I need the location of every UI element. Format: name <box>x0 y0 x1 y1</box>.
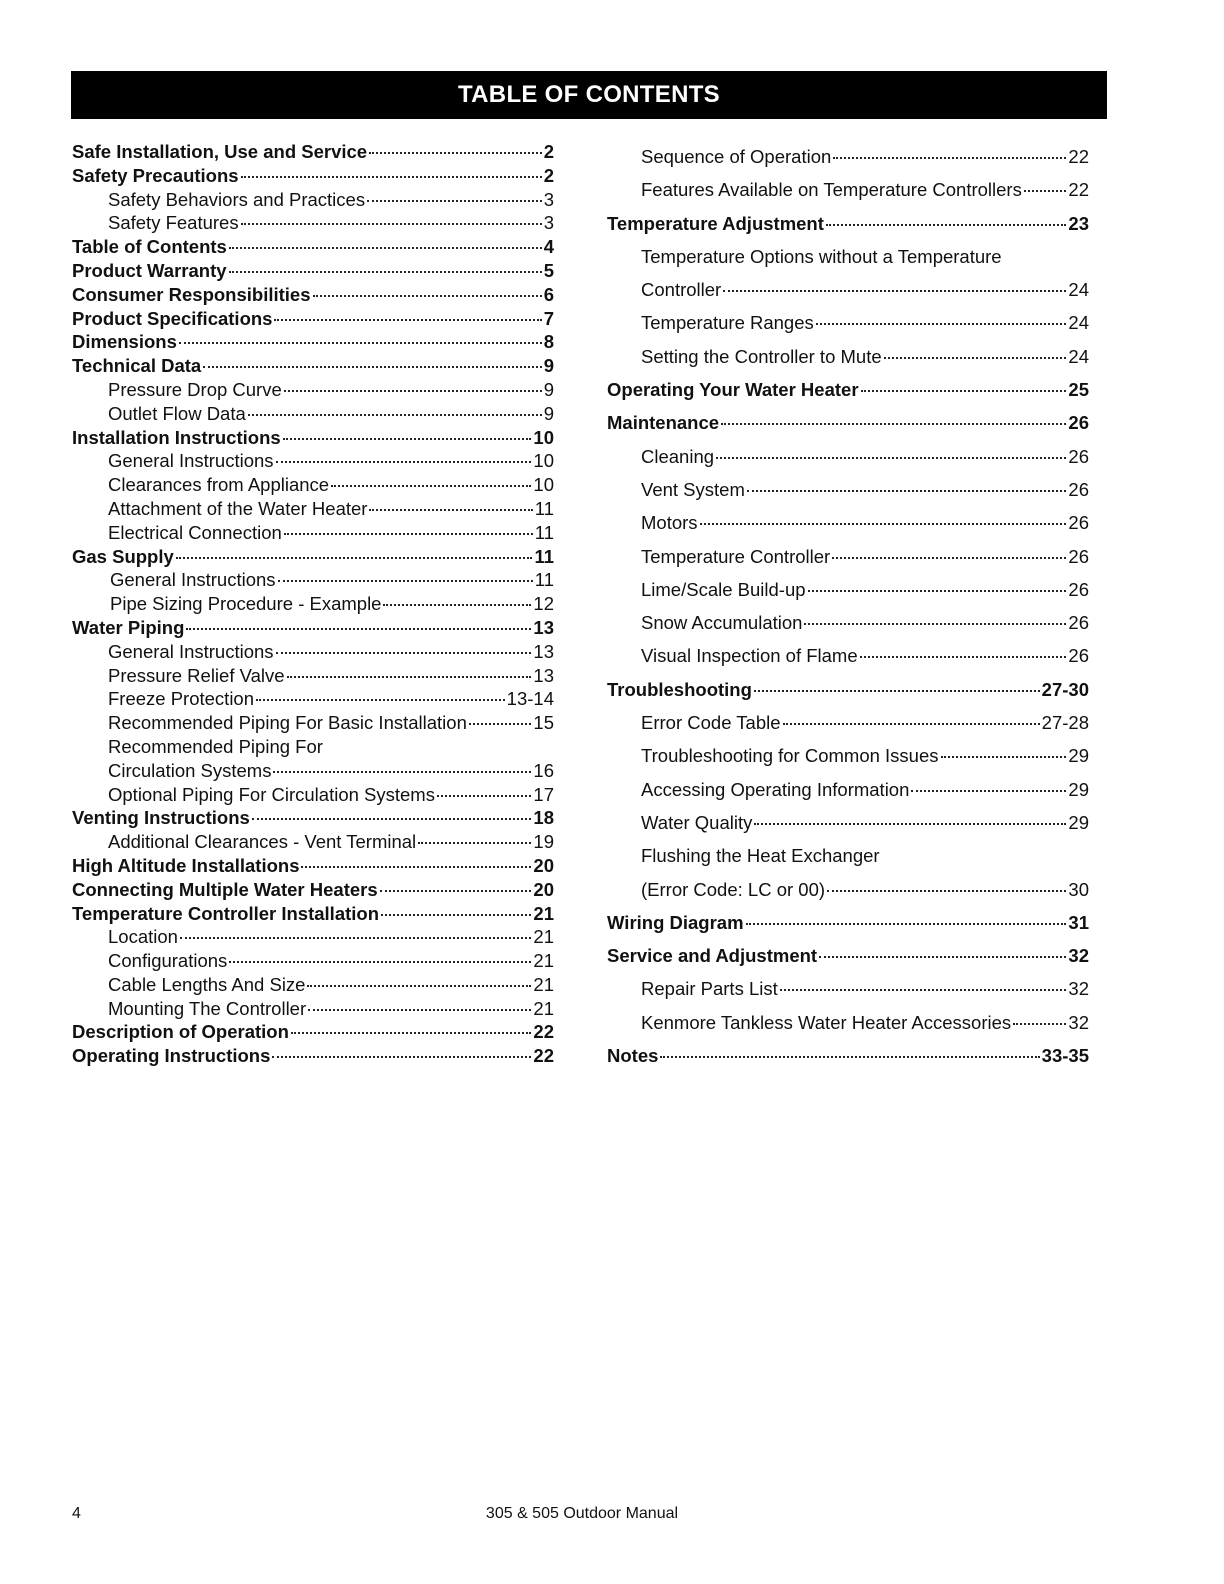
dot-leader <box>808 590 1067 592</box>
toc-entry-title: Operating Your Water Heater <box>607 379 859 401</box>
toc-entry-title: Temperature Options without a Temperature <box>641 245 1002 267</box>
toc-entry-title: Configurations <box>108 950 228 972</box>
toc-entry-title: Connecting Multiple Water Heaters <box>72 878 378 900</box>
dot-leader <box>301 866 531 868</box>
toc-entry-title: Flushing the Heat Exchanger <box>641 845 880 867</box>
toc-entry-page: 9 <box>543 355 554 377</box>
toc-entry-title: Table of Contents <box>72 236 227 258</box>
dot-leader <box>274 319 541 321</box>
toc-entry[interactable] <box>72 616 554 640</box>
toc-entry-title: Snow Accumulation <box>641 612 803 634</box>
footer-manual-title: 305 & 505 Outdoor Manual <box>485 1505 679 1522</box>
toc-entry-page: 11 <box>534 521 554 543</box>
toc-entry[interactable] <box>72 473 554 497</box>
toc-entry[interactable] <box>72 164 554 188</box>
toc-entry[interactable] <box>72 521 554 545</box>
toc-entry-title: Kenmore Tankless Water Heater Accessories <box>641 1011 1012 1033</box>
toc-entry-title: Dimensions <box>72 331 177 353</box>
toc-entry[interactable] <box>72 711 554 735</box>
toc-entry-title: Product Specifications <box>72 307 273 329</box>
toc-right-column <box>607 140 1089 1072</box>
toc-entry[interactable] <box>607 373 1089 406</box>
toc-entry-page: 10 <box>533 450 554 472</box>
toc-entry-title: Accessing Operating Information <box>641 778 910 800</box>
toc-entry[interactable] <box>72 806 554 830</box>
toc-entry[interactable] <box>72 759 554 783</box>
dot-leader <box>276 652 532 654</box>
toc-entry[interactable] <box>607 839 1089 872</box>
toc-entry-title: Location <box>108 926 178 948</box>
toc-entry-page: 17 <box>533 783 554 805</box>
toc-entry[interactable] <box>72 140 554 164</box>
toc-entry[interactable] <box>607 506 1089 539</box>
dot-leader <box>186 628 531 630</box>
toc-entry-page: 19 <box>533 831 554 853</box>
toc-entry[interactable] <box>607 906 1089 939</box>
toc-entry-page: 13 <box>533 616 554 638</box>
toc-entry[interactable] <box>607 207 1089 240</box>
dot-leader <box>291 1032 532 1034</box>
toc-entry[interactable] <box>72 1020 554 1044</box>
toc-entry-page: 20 <box>533 878 554 900</box>
dot-leader <box>1024 190 1067 192</box>
toc-entry-title: Attachment of the Water Heater <box>108 497 368 519</box>
toc-entry[interactable] <box>607 306 1089 339</box>
toc-entry[interactable] <box>72 426 554 450</box>
toc-entry-title: Notes <box>607 1045 659 1067</box>
toc-entry[interactable] <box>72 925 554 949</box>
toc-entry-title: Additional Clearances - Vent Terminal <box>108 831 417 853</box>
toc-entry-title: Temperature Adjustment <box>607 212 824 234</box>
toc-entry-page: 22 <box>1068 179 1089 201</box>
toc-entry[interactable] <box>72 878 554 902</box>
dot-leader <box>660 1056 1039 1058</box>
toc-entry[interactable] <box>72 1044 554 1068</box>
toc-entry-title: General Instructions <box>110 569 276 591</box>
toc-entry[interactable] <box>72 235 554 259</box>
toc-entry-page: 3 <box>543 212 554 234</box>
dot-leader <box>783 723 1040 725</box>
dot-leader <box>308 1009 531 1011</box>
toc-entry[interactable] <box>607 340 1089 373</box>
toc-entry-page: 26 <box>1068 612 1089 634</box>
footer-page-number: 4 <box>72 1505 81 1522</box>
toc-entry[interactable] <box>607 739 1089 772</box>
toc-entry[interactable] <box>72 307 554 331</box>
toc-entry-page: 21 <box>533 950 554 972</box>
toc-entry[interactable] <box>607 706 1089 739</box>
toc-entry[interactable] <box>607 173 1089 206</box>
toc-entry-title: Mounting The Controller <box>108 997 307 1019</box>
toc-entry[interactable] <box>72 259 554 283</box>
toc-entry-page: 4 <box>543 236 554 258</box>
toc-entry-page: 9 <box>543 402 554 424</box>
toc-entry-title: Pipe Sizing Procedure - Example <box>110 593 382 615</box>
toc-entry-page: 22 <box>1068 146 1089 167</box>
toc-entry-page: 29 <box>1068 745 1089 767</box>
toc-entry[interactable] <box>72 354 554 378</box>
toc-entry-page: 26 <box>1068 545 1089 567</box>
toc-entry-title: Temperature Controller Installation <box>72 902 380 924</box>
toc-entry-title: Installation Instructions <box>72 426 281 448</box>
toc-entry-title: Wiring Diagram <box>607 911 744 933</box>
toc-entry-title: Maintenance <box>607 412 720 434</box>
toc-entry-title: Water Quality <box>641 811 753 833</box>
toc-entry-title: Sequence of Operation <box>641 146 832 167</box>
toc-entry[interactable] <box>72 783 554 807</box>
dot-leader <box>1013 1023 1066 1025</box>
dot-leader <box>229 961 531 963</box>
toc-entry[interactable] <box>607 140 1089 173</box>
toc-entry-page: 12 <box>533 593 554 615</box>
toc-entry[interactable] <box>72 902 554 926</box>
dot-leader <box>884 357 1067 359</box>
toc-entry[interactable] <box>72 687 554 711</box>
toc-entry-page: 21 <box>533 973 554 995</box>
toc-entry[interactable] <box>72 664 554 688</box>
toc-entry-page: 11 <box>534 497 554 519</box>
dot-leader <box>437 795 531 797</box>
dot-leader <box>911 790 1066 792</box>
dot-leader <box>861 390 1067 392</box>
dot-leader <box>723 290 1066 292</box>
toc-entry-page: 27-28 <box>1041 712 1089 734</box>
toc-entry-page: 3 <box>543 188 554 210</box>
toc-entry-page: 26 <box>1068 512 1089 534</box>
toc-entry[interactable] <box>607 939 1089 972</box>
toc-entry-title: Troubleshooting for Common Issues <box>641 745 939 767</box>
toc-entry-title: Safety Precautions <box>72 164 239 186</box>
toc-entry-title: Outlet Flow Data <box>108 402 246 424</box>
toc-entry-title: Temperature Controller <box>641 545 831 567</box>
dot-leader <box>276 461 532 463</box>
toc-entry-title: Temperature Ranges <box>641 312 814 334</box>
toc-entry[interactable] <box>607 972 1089 1005</box>
toc-entry-page: 2 <box>543 141 554 162</box>
toc-entry-title: Description of Operation <box>72 1021 289 1043</box>
dot-leader <box>273 771 531 773</box>
toc-entry-title: Lime/Scale Build-up <box>641 578 806 600</box>
toc-entry-title: Service and Adjustment <box>607 945 818 967</box>
toc-entry-page: 27-30 <box>1041 678 1089 700</box>
toc-entry[interactable] <box>72 211 554 235</box>
dot-leader <box>383 604 531 606</box>
toc-entry-title: High Altitude Installations <box>72 854 300 876</box>
toc-entry[interactable] <box>72 568 554 592</box>
toc-entry[interactable] <box>607 806 1089 839</box>
toc-entry-page: 6 <box>543 283 554 305</box>
toc-entry-page: 10 <box>533 474 554 496</box>
toc-entry-title: Cable Lengths And Size <box>108 973 306 995</box>
toc-entry-page: 22 <box>533 1045 554 1067</box>
toc-entry-title: Freeze Protection <box>108 688 255 710</box>
dot-leader <box>176 557 533 559</box>
toc-entry-title: Clearances from Appliance <box>108 474 330 496</box>
toc-entry[interactable] <box>607 606 1089 639</box>
toc-entry[interactable] <box>72 830 554 854</box>
toc-entry-title: Error Code Table <box>641 712 781 734</box>
toc-entry[interactable] <box>72 188 554 212</box>
dot-leader <box>700 523 1067 525</box>
dot-leader <box>203 366 542 368</box>
toc-entry-page: 22 <box>533 1021 554 1043</box>
toc-entry-title: Repair Parts List <box>641 978 778 1000</box>
dot-leader <box>746 923 1067 925</box>
toc-entry-title: Vent System <box>641 478 745 500</box>
toc-entry-page: 33-35 <box>1041 1045 1089 1067</box>
toc-entry-title: Safety Behaviors and Practices <box>108 188 366 210</box>
toc-entry-title: Controller <box>641 279 722 301</box>
dot-leader <box>754 823 1066 825</box>
toc-entry-title: Safe Installation, Use and Service <box>72 141 368 162</box>
toc-entry-page: 24 <box>1068 279 1089 301</box>
dot-leader <box>833 157 1066 159</box>
toc-entry-page: 32 <box>1068 945 1089 967</box>
dot-leader <box>380 890 532 892</box>
toc-entry-page: 9 <box>543 378 554 400</box>
toc-entry[interactable] <box>607 673 1089 706</box>
toc-entry-page: 5 <box>543 259 554 281</box>
toc-entry[interactable] <box>607 1006 1089 1039</box>
toc-entry-page: 15 <box>533 712 554 734</box>
toc-entry[interactable] <box>72 283 554 307</box>
toc-entry-page: 26 <box>1068 578 1089 600</box>
toc-entry-page: 30 <box>1068 878 1089 900</box>
toc-entry-page: 7 <box>543 307 554 329</box>
toc-entry-title: Recommended Piping For Basic Installation <box>108 712 467 734</box>
toc-entry[interactable] <box>72 854 554 878</box>
toc-entry-page: 26 <box>1068 645 1089 667</box>
dot-leader <box>248 414 542 416</box>
toc-entry[interactable] <box>607 540 1089 573</box>
toc-entry-page: 26 <box>1068 412 1089 434</box>
toc-entry[interactable] <box>72 735 554 759</box>
dot-leader <box>816 323 1067 325</box>
dot-leader <box>241 176 542 178</box>
toc-entry-page: 26 <box>1068 478 1089 500</box>
dot-leader <box>313 295 542 297</box>
toc-entry-page: 24 <box>1068 345 1089 367</box>
toc-entry[interactable] <box>72 378 554 402</box>
toc-entry-title: Cleaning <box>641 445 715 467</box>
toc-entry-title: Electrical Connection <box>108 521 282 543</box>
toc-header-bar <box>71 71 1107 119</box>
toc-entry-title: General Instructions <box>108 450 274 472</box>
toc-entry-title: Consumer Responsibilities <box>72 283 311 305</box>
toc-entry-page: 26 <box>1068 445 1089 467</box>
toc-entry-page: 21 <box>533 902 554 924</box>
dot-leader <box>278 580 533 582</box>
dot-leader <box>367 200 542 202</box>
toc-left-column <box>72 140 554 1068</box>
toc-entry[interactable] <box>72 545 554 569</box>
toc-entry-page: 21 <box>533 997 554 1019</box>
toc-entry[interactable] <box>72 949 554 973</box>
dot-leader <box>832 557 1066 559</box>
dot-leader <box>469 723 532 725</box>
toc-entry-title: Venting Instructions <box>72 807 250 829</box>
toc-entry-title: Setting the Controller to Mute <box>641 345 882 367</box>
dot-leader <box>747 490 1067 492</box>
toc-entry-page: 13 <box>533 640 554 662</box>
dot-leader <box>860 656 1067 658</box>
dot-leader <box>307 985 531 987</box>
toc-entry-page: 2 <box>543 164 554 186</box>
toc-entry-page: 29 <box>1068 778 1089 800</box>
dot-leader <box>331 485 531 487</box>
toc-entry[interactable] <box>72 402 554 426</box>
toc-entry[interactable] <box>607 1039 1089 1072</box>
toc-entry[interactable] <box>72 592 554 616</box>
toc-entry-title: Water Piping <box>72 616 185 638</box>
toc-entry[interactable] <box>607 873 1089 906</box>
dot-leader <box>252 818 532 820</box>
toc-entry[interactable] <box>607 473 1089 506</box>
toc-entry-page: 21 <box>533 926 554 948</box>
toc-entry[interactable] <box>607 406 1089 439</box>
toc-entry-title: Motors <box>641 512 698 534</box>
toc-entry-title: Pressure Drop Curve <box>108 378 282 400</box>
toc-entry-page: 8 <box>543 331 554 353</box>
dot-leader <box>754 690 1040 692</box>
dot-leader <box>418 842 531 844</box>
toc-entry-page: 32 <box>1068 1011 1089 1033</box>
toc-entry-page: 11 <box>534 569 554 591</box>
toc-entry[interactable] <box>607 240 1089 273</box>
toc-entry-page: 25 <box>1068 379 1089 401</box>
toc-entry[interactable] <box>72 973 554 997</box>
toc-entry-title: Operating Instructions <box>72 1045 271 1067</box>
dot-leader <box>284 390 542 392</box>
dot-leader <box>716 457 1066 459</box>
toc-entry[interactable] <box>607 773 1089 806</box>
toc-entry[interactable] <box>72 997 554 1021</box>
toc-entry-title: Product Warranty <box>72 259 227 281</box>
toc-entry-title: General Instructions <box>108 640 274 662</box>
dot-leader <box>256 699 505 701</box>
toc-entry[interactable] <box>72 330 554 354</box>
page-title: TABLE OF CONTENTS <box>458 81 720 108</box>
toc-entry[interactable] <box>607 639 1089 672</box>
toc-entry-page: 29 <box>1068 811 1089 833</box>
dot-leader <box>941 756 1067 758</box>
toc-entry-title: (Error Code: LC or 00) <box>641 878 826 900</box>
dot-leader <box>180 937 531 939</box>
toc-entry[interactable] <box>607 440 1089 473</box>
dot-leader <box>284 533 533 535</box>
dot-leader <box>721 423 1066 425</box>
toc-entry-title: Circulation Systems <box>108 759 272 781</box>
toc-entry-title: Gas Supply <box>72 545 174 567</box>
dot-leader <box>381 914 531 916</box>
toc-entry-title: Technical Data <box>72 355 202 377</box>
toc-entry[interactable] <box>72 640 554 664</box>
dot-leader <box>229 247 542 249</box>
toc-entry[interactable] <box>72 449 554 473</box>
toc-entry-title: Features Available on Temperature Controllers <box>641 179 1022 201</box>
dot-leader <box>272 1056 531 1058</box>
toc-entry-page: 18 <box>533 807 554 829</box>
toc-entry-page: 13 <box>533 664 554 686</box>
dot-leader <box>819 956 1066 958</box>
toc-entry-page: 11 <box>534 545 554 567</box>
toc-entry-title: Visual Inspection of Flame <box>641 645 858 667</box>
toc-entry-page: 31 <box>1068 911 1089 933</box>
toc-entry[interactable] <box>607 273 1089 306</box>
dot-leader <box>241 223 542 225</box>
toc-entry[interactable] <box>607 573 1089 606</box>
dot-leader <box>826 224 1067 226</box>
dot-leader <box>229 271 542 273</box>
dot-leader <box>369 509 532 511</box>
toc-entry-title: Safety Features <box>108 212 239 234</box>
dot-leader <box>780 989 1067 991</box>
toc-entry-page: 24 <box>1068 312 1089 334</box>
toc-entry-title: Optional Piping For Circulation Systems <box>108 783 435 805</box>
toc-entry-title: Pressure Relief Valve <box>108 664 285 686</box>
toc-entry-page: 10 <box>533 426 554 448</box>
toc-entry-page: 13-14 <box>506 688 554 710</box>
toc-entry-title: Recommended Piping For <box>108 735 323 757</box>
dot-leader <box>804 623 1066 625</box>
dot-leader <box>827 890 1066 892</box>
dot-leader <box>283 438 532 440</box>
toc-entry-title: Troubleshooting <box>607 678 752 700</box>
toc-entry-page: 16 <box>533 759 554 781</box>
dot-leader <box>287 676 532 678</box>
toc-entry-page: 20 <box>533 854 554 876</box>
dot-leader <box>179 342 542 344</box>
toc-entry-page: 23 <box>1068 212 1089 234</box>
toc-entry[interactable] <box>72 497 554 521</box>
dot-leader <box>369 152 542 154</box>
toc-entry-page: 32 <box>1068 978 1089 1000</box>
